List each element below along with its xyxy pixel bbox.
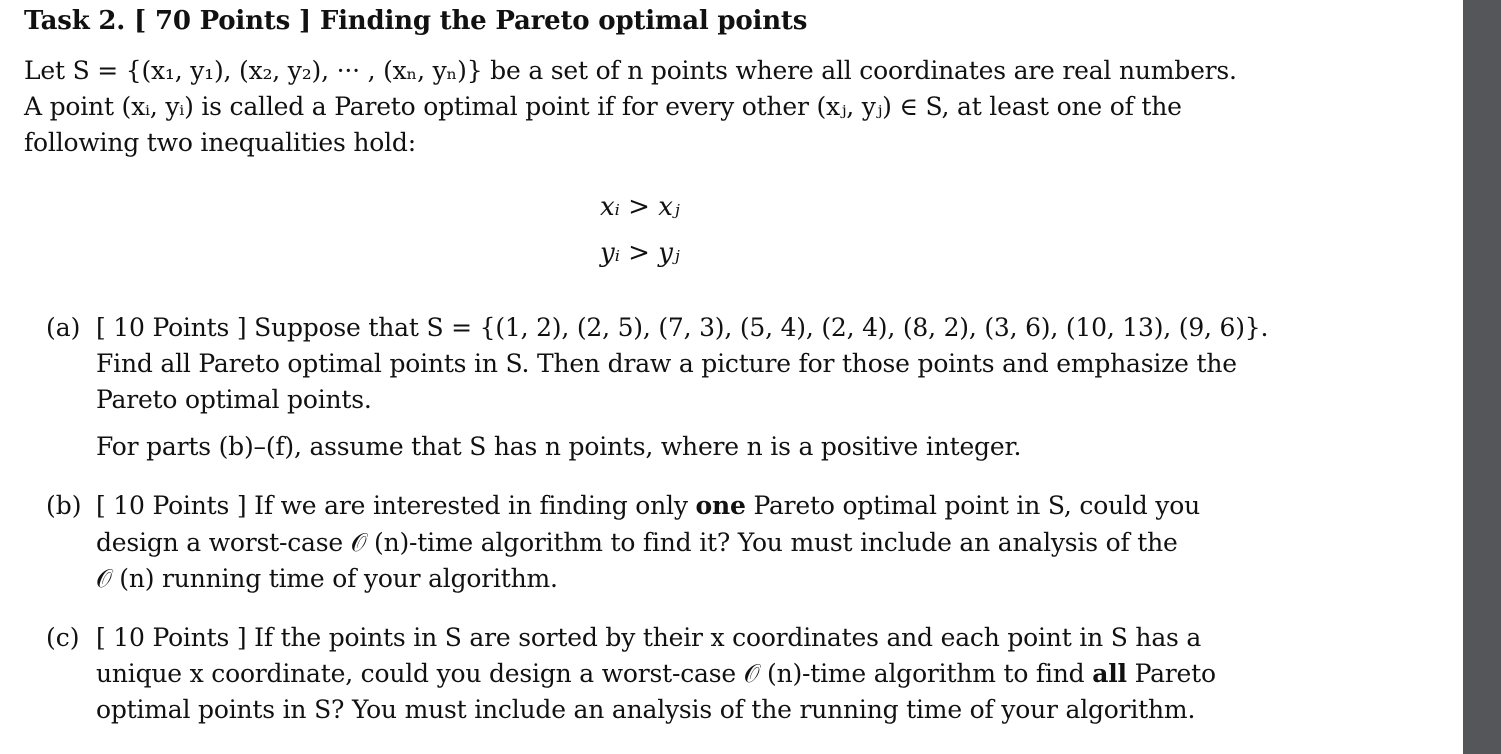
intro-line-3: following two inequalities hold:	[24, 128, 416, 157]
part-b-line-1	[96, 491, 1200, 521]
intro-line-2: A point (xᵢ, yᵢ) is called a Pareto optimal point if for every other (xⱼ, yⱼ) ∈ S, at least one of the	[24, 92, 1182, 121]
part-c-label: (c)	[46, 623, 80, 652]
part-c-line-1: [ 10 Points ] If the points in S are sorted by their x coordinates and each point in S has a	[96, 623, 1202, 652]
part-b-line-1-pre: [ 10 Points ] If we are interested in finding only	[96, 491, 696, 520]
part-b-line-1-post: Pareto optimal point in S, could you	[745, 491, 1200, 520]
part-c-line-2	[96, 659, 1216, 689]
parts-note: For parts (b)–(f), assume that S has n points, where n is a positive integer.	[96, 432, 1022, 461]
part-c-emphasis: all	[1092, 659, 1127, 688]
part-c-line-2-pre: unique x coordinate, could you design a worst-case 𝒪 (n)-time algorithm to find	[96, 659, 1093, 688]
part-b-emphasis: one	[695, 491, 746, 520]
part-a-label: (a)	[46, 313, 81, 342]
part-c-line-3: optimal points in S? You must include an analysis of the running time of your algorithm.	[96, 695, 1196, 724]
inequality-x: xᵢ > xⱼ	[600, 192, 680, 222]
vertical-scrollbar[interactable]	[1463, 0, 1501, 754]
part-b-line-3: 𝒪 (n) running time of your algorithm.	[96, 564, 558, 593]
intro-line-1: Let S = {(x₁, y₁), (x₂, y₂), ··· , (xₙ, yₙ)} be a set of n points where all coordinates are real numbers.	[24, 56, 1237, 85]
part-b-label: (b)	[46, 491, 82, 520]
part-a-line-2: Find all Pareto optimal points in S. Then draw a picture for those points and emphasize the	[96, 349, 1237, 378]
part-a-line-1: [ 10 Points ] Suppose that S = {(1, 2), (2, 5), (7, 3), (5, 4), (2, 4), (8, 2), (3, 6), (10, 13), (9, 6)}.	[96, 313, 1269, 342]
part-c-line-2-post: Pareto	[1126, 659, 1216, 688]
task-title: Task 2. [ 70 Points ] Finding the Pareto optimal points	[24, 6, 808, 36]
part-b-line-2: design a worst-case 𝒪 (n)-time algorithm to find it? You must include an analysis of the	[96, 528, 1178, 557]
part-a-line-3: Pareto optimal points.	[96, 385, 372, 414]
inequality-y: yᵢ > yⱼ	[600, 238, 680, 268]
